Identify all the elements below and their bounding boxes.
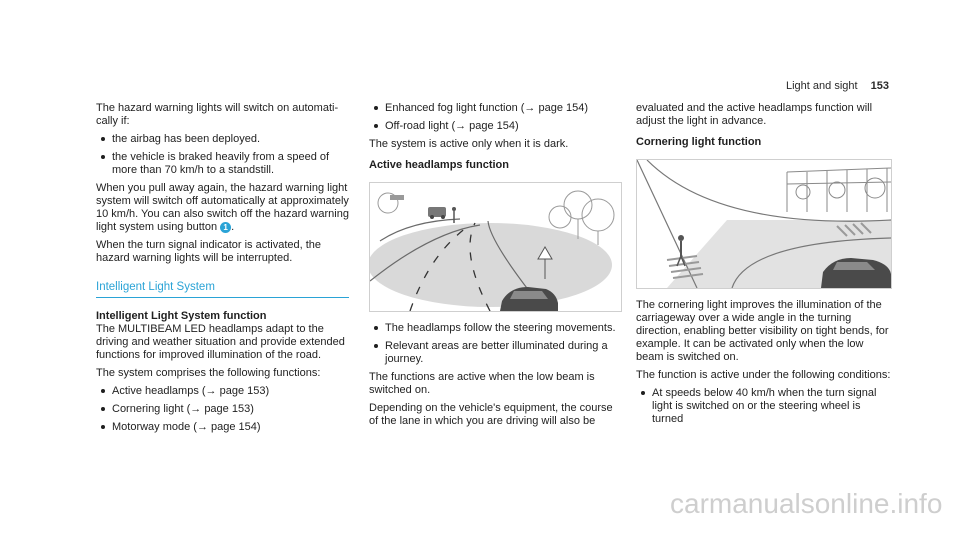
subheading: Cornering light function [636,136,762,148]
bullet-list [369,102,624,133]
paragraph: The function is active under the following conditions: [636,369,891,381]
paragraph: When the turn signal indicator is activated, the hazard warning lights will be interrupted. [96,239,322,264]
paragraph: The system is active only when it is dark. [369,138,569,150]
column-3 [636,102,894,431]
list-item: Relevant areas are better illuminated during a journey. [369,340,624,366]
active-headlamps-illustration [369,182,622,312]
list-item-link[interactable]: Active headlamps (→ page 153) [96,385,351,398]
bullet-list [96,133,351,177]
list-item-link[interactable]: Cornering light (→ page 153) [96,403,351,416]
page-number: 153 [870,80,889,92]
paragraph: The hazard warning lights will switch on automatically if: [96,102,339,127]
list-item: the airbag has been deployed. [96,133,351,146]
watermark-text: carmanualsonline.info [670,488,943,519]
list-item: The headlamps follow the steering movements. [369,322,624,335]
cornering-light-illustration [636,159,892,289]
paragraph: The cornering light improves the illumination of the carriageway over a wide angle in the turning direction, enabling better visibility on tight bends, for example. It can be activated only when the low beam is switched on. [636,299,889,363]
column-1 [96,102,351,439]
paragraph-text: When you pull away again, the hazard warning light system will switch off automatically at approximately 10 km/h. You can also switch off the hazard warning light system using button [96,182,349,233]
header-section-title: Light and sight [786,80,858,92]
paragraph: Depending on the vehicle's equipment, the course of the lane in which you are driving will also be [369,402,613,427]
bullet-list [369,322,624,366]
list-item-link[interactable]: Off-road light (→ page 154) [369,120,624,133]
list-item-link[interactable]: Motorway mode (→ page 154) [96,421,351,434]
list-item: At speeds below 40 km/h when the turn signal light is switched on or the steering wheel is turned [636,387,894,426]
bullet-list [96,385,351,434]
paragraph: The system comprises the following functions: [96,367,321,379]
paragraph: The functions are active when the low beam is switched on. [369,371,595,396]
subheading: Active headlamps function [369,159,509,171]
column-2 [369,102,624,433]
paragraph: evaluated and the active headlamps function will adjust the light in advance. [636,102,873,127]
list-item-link[interactable]: Enhanced fog light function (→ page 154) [369,102,624,115]
paragraph: The MULTIBEAM LED headlamps adapt to the driving and weather situation and provide extended functions for improved illumination of the road. [96,323,345,361]
bullet-list [636,387,894,426]
number-1-circle-icon: 1 [220,222,231,233]
subheading: Intelligent Light System function [96,310,267,322]
paragraph [96,182,351,234]
page-header [786,80,889,93]
paragraph-text: . [231,221,235,233]
section-title: Intelligent Light System [96,281,349,298]
list-item: the vehicle is braked heavily from a speed of more than 70 km/h to a standstill. [96,151,351,177]
